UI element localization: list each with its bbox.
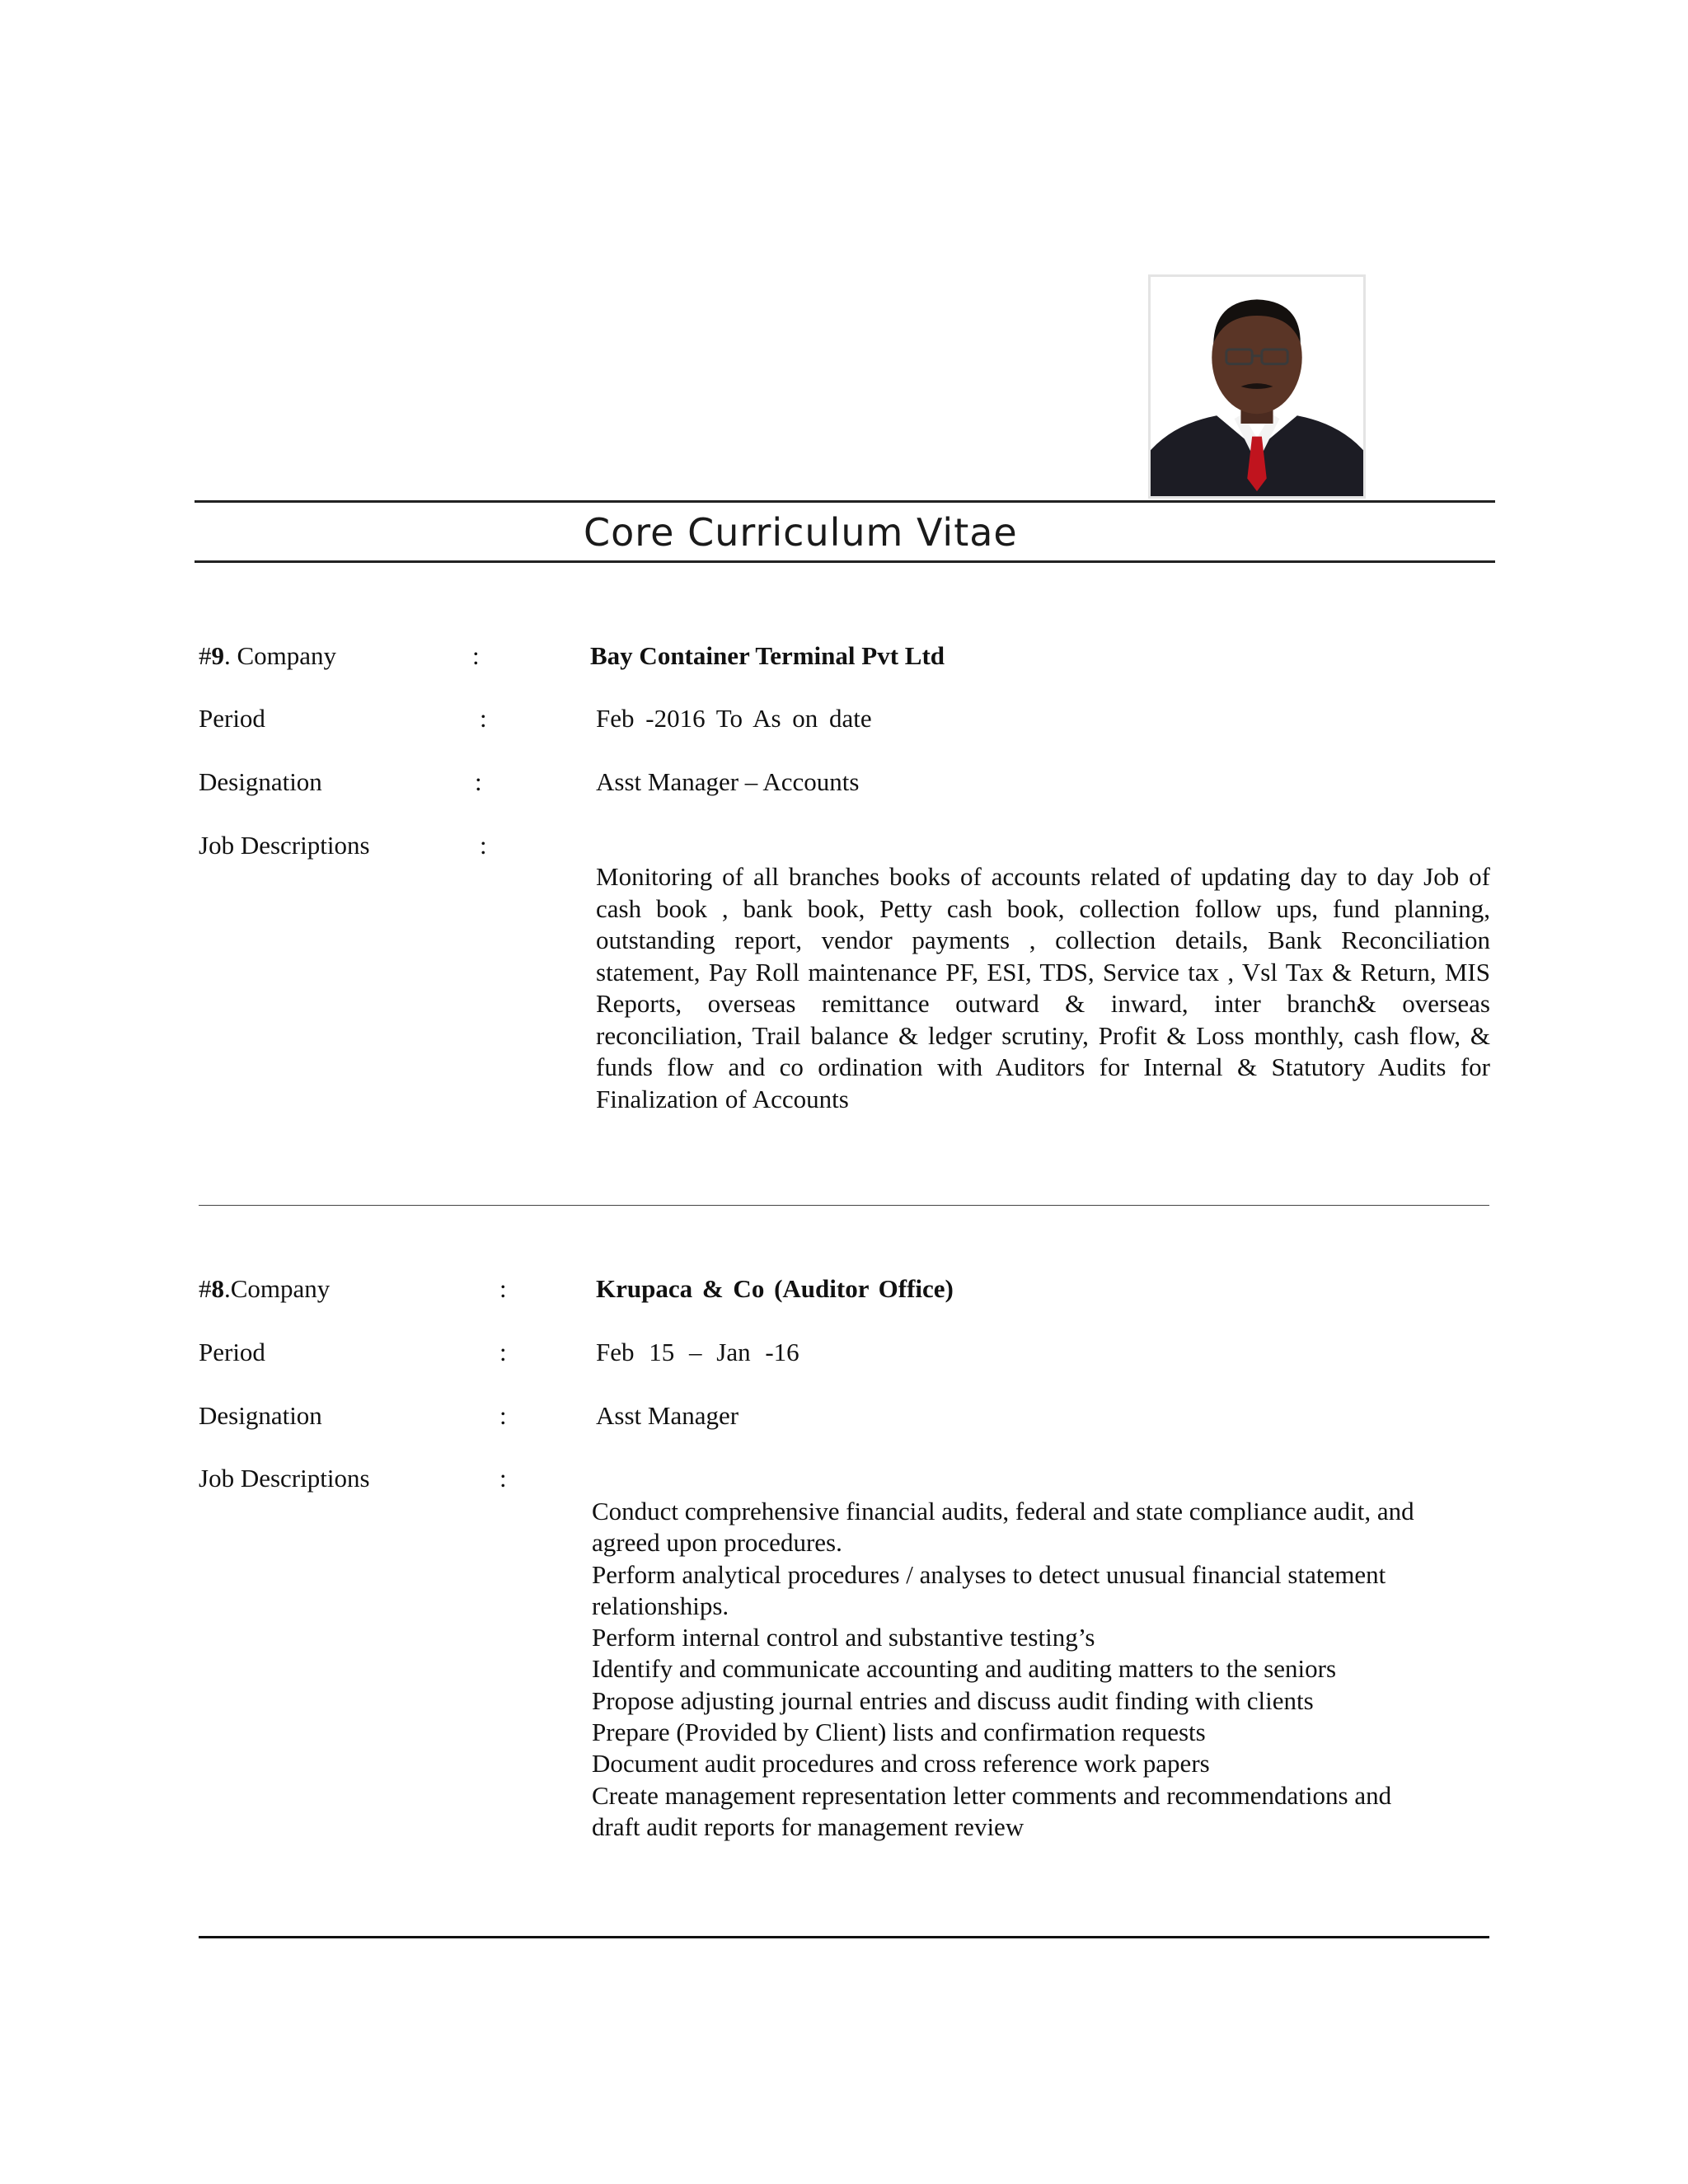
- company-name: Krupaca & Co (Auditor Office): [596, 1274, 954, 1303]
- colon: :: [499, 1274, 507, 1303]
- colon: :: [499, 1338, 507, 1366]
- job-description-line: Perform analytical procedures / analyses to detect unusual financial statement: [592, 1559, 1386, 1589]
- profile-photo: [1148, 274, 1366, 499]
- document-title: Core Curriculum Vitae: [584, 510, 1018, 555]
- colon: :: [499, 1464, 507, 1493]
- job-description-line: Prepare (Provided by Client) lists and confirmation requests: [592, 1718, 1206, 1747]
- company-label: #8.Company: [199, 1274, 331, 1303]
- job-description-line: Document audit procedures and cross reference work papers: [592, 1749, 1210, 1779]
- period-value: Feb -2016 To As on date: [596, 704, 872, 733]
- portrait-image: [1151, 277, 1363, 496]
- header-bottom-rule: [195, 560, 1495, 563]
- job-description-line: relationships.: [592, 1591, 729, 1620]
- job-description-list: [592, 1496, 1490, 1843]
- section-number: 9: [211, 641, 224, 670]
- job-description-line: agreed upon procedures.: [592, 1528, 842, 1558]
- period-value: Feb 15 – Jan -16: [596, 1338, 799, 1366]
- designation-value: Asst Manager: [596, 1401, 739, 1430]
- job-description-line: Perform internal control and substantive testing’s: [592, 1623, 1095, 1652]
- job-description-line: draft audit reports for management review: [592, 1811, 1025, 1841]
- colon: :: [499, 1401, 507, 1430]
- company-name: Bay Container Terminal Pvt Ltd: [590, 641, 945, 670]
- colon: :: [475, 767, 482, 796]
- designation-value: Asst Manager – Accounts: [596, 767, 860, 796]
- period-label: Period: [199, 704, 265, 733]
- colon: :: [472, 641, 480, 670]
- job-descriptions-label: Job Descriptions: [199, 1464, 370, 1493]
- job-descriptions-label: Job Descriptions: [199, 831, 370, 860]
- job-description-line: Conduct comprehensive financial audits, federal and state compliance audit, and: [592, 1497, 1414, 1526]
- section-divider: [199, 1936, 1489, 1938]
- designation-label: Designation: [199, 1401, 322, 1430]
- job-description-line: Propose adjusting journal entries and discuss audit finding with clients: [592, 1685, 1314, 1715]
- job-description-line: Identify and communicate accounting and auditing matters to the seniors: [592, 1654, 1337, 1684]
- job-description-text: Monitoring of all branches books of accounts related of updating day to day Job of cash book , bank book, Petty cash book, collection follow ups, fund planning, outstanding report, vendor payments , collection details, Bank Reconciliation statement, Pay Roll maintenance PF, ESI, TDS, Service tax , Vsl Tax & Return, MIS Reports, overseas remittance outward & inward, inter branch& overseas reconciliation, Trail balance & ledger scrutiny, Profit & Loss monthly, cash flow, & funds flow and co ordination with Auditors for Internal & Statutory Audits for Finalization of Accounts: [596, 862, 1490, 1113]
- company-label: #9. Company: [199, 641, 337, 670]
- designation-label: Designation: [199, 767, 322, 796]
- section-divider: [199, 1205, 1489, 1206]
- colon: :: [480, 831, 487, 860]
- period-label: Period: [199, 1338, 265, 1366]
- section-number: 8: [211, 1274, 224, 1303]
- colon: :: [480, 704, 487, 733]
- job-description-line: Create management representation letter comments and recommendations and: [592, 1780, 1392, 1810]
